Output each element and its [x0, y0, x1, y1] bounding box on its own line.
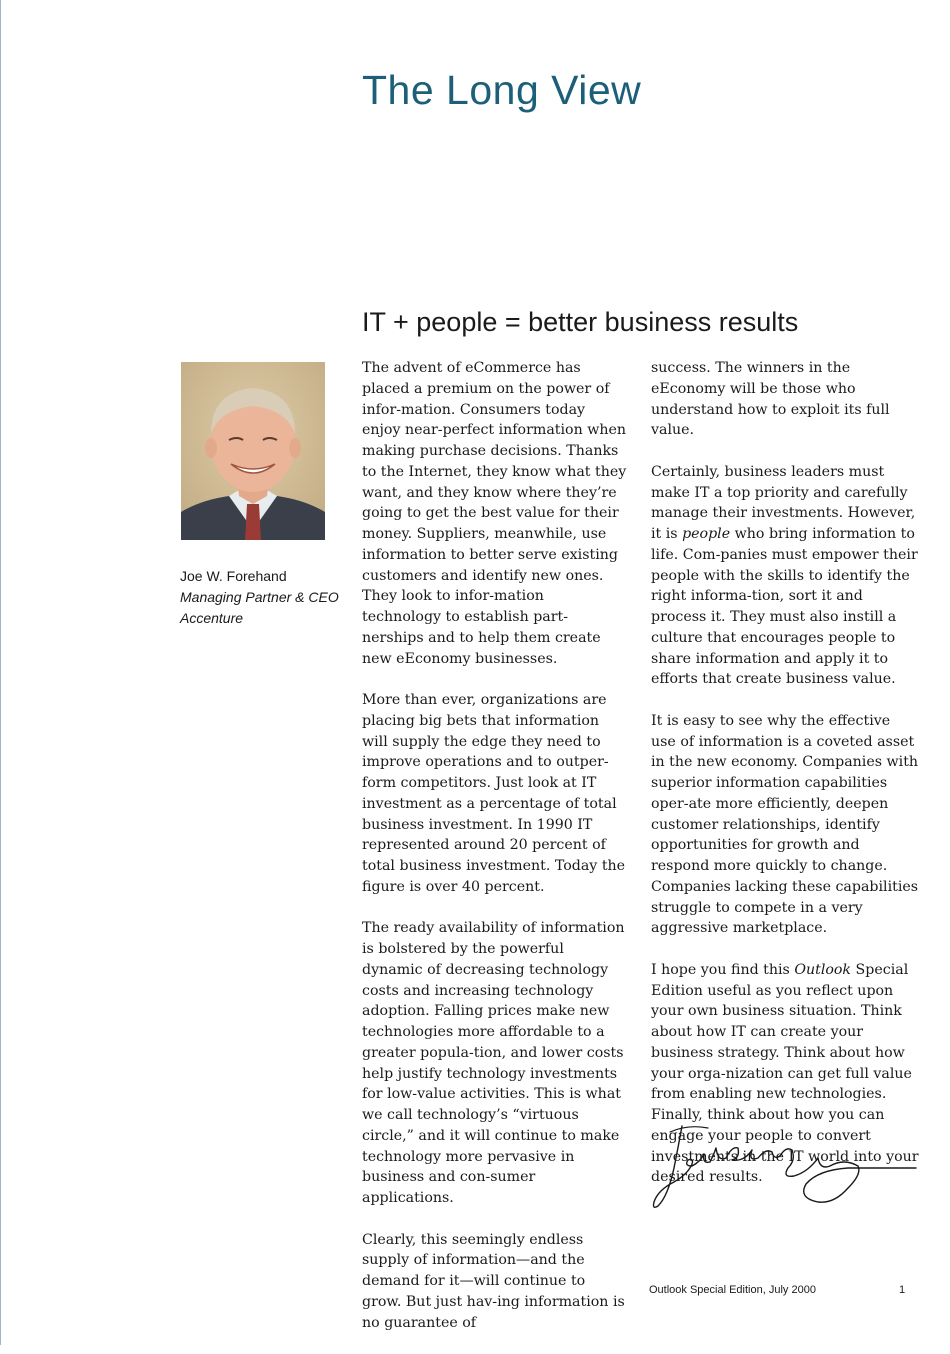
page-edge-line: [0, 0, 1, 1345]
author-organization: Accenture: [180, 610, 244, 626]
author-name: Joe W. Forehand: [180, 568, 287, 584]
text-run: Special Edition useful as you reflect upon your own business situation. Think about how IT can create your business strategy. Think about how your orga-nization can get full value from enabling new technologies. Finally, think about how you can engage your people to convert investments in the IT world into your desired results.: [651, 961, 919, 1186]
article-column-left: [362, 358, 627, 1354]
author-title: Managing Partner & CEO: [180, 589, 339, 605]
signature-image: [648, 1118, 918, 1218]
emphasis-outlook: Outlook: [794, 961, 852, 978]
author-caption: [180, 566, 350, 629]
footer-publication: Outlook Special Edition, July 2000: [649, 1284, 816, 1296]
paragraph: Clearly, this seemingly endless supply of information—and the demand for it—will continue to grow. But just hav-ing information is no guarantee of: [362, 1231, 625, 1331]
footer-page-number: 1: [899, 1284, 906, 1296]
page-title: The Long View: [362, 67, 642, 113]
paragraph: It is easy to see why the effective use of information is a coveted asset in the new economy. Companies with superior information capabilities oper-ate more efficiently, deepen customer relationships, identify opportunities for growth and respond more quickly to change. Companies lacking these capabilities struggle to compete in a very aggressive marketplace.: [651, 712, 919, 937]
paragraph: success. The winners in the eEconomy will be those who understand how to exploit its full value.: [651, 360, 890, 439]
paragraph: More than ever, organizations are placing big bets that information will supply the edge they need to improve operations and to outper-form competitors. Just look at IT investment as a percentage of total business investment. In 1990 IT represented around 20 percent of total business investment. Today the figure is over 40 percent.: [362, 692, 626, 895]
text-run: I hope you find this: [651, 961, 795, 978]
author-photo: [181, 362, 325, 540]
emphasis-people: people: [682, 526, 731, 542]
text-run: Certainly, business leaders must make IT a top priority and carefully manage their investments. However, it is: [651, 463, 916, 542]
author-portrait-image: [181, 362, 325, 540]
article-headline: IT + people = better business results: [362, 307, 799, 337]
article-column-right: [651, 358, 919, 1209]
text-run: who bring information to life. Com-panies must empower their people with the skills to identify the right informa-tion, sort it and process it. They must also instill a culture that encourages people to share information and apply it to efforts that create business value.: [651, 526, 918, 688]
paragraph: The ready availability of information is bolstered by the powerful dynamic of decreasing technology costs and increasing technology adoption. Falling prices make new technologies more affordable to a greater popula-tion, and lower costs help justify technology investments for low-value activities. This is what we call technology’s “virtuous circle,” and it will continue to make technology more pervasive in business and con-sumer applications.: [362, 920, 625, 1206]
paragraph: [651, 462, 919, 690]
paragraph: The advent of eCommerce has placed a premium on the power of infor-mation. Consumers today enjoy near-perfect information when making purchase decisions. Thanks to the Internet, they know what they want, and they know where they’re going to get the best value for their money. Suppliers, meanwhile, use information to better serve existing customers and identify new ones. They look to infor-mation technology to establish part-nerships and to help them create new eEconomy businesses.: [362, 360, 627, 667]
